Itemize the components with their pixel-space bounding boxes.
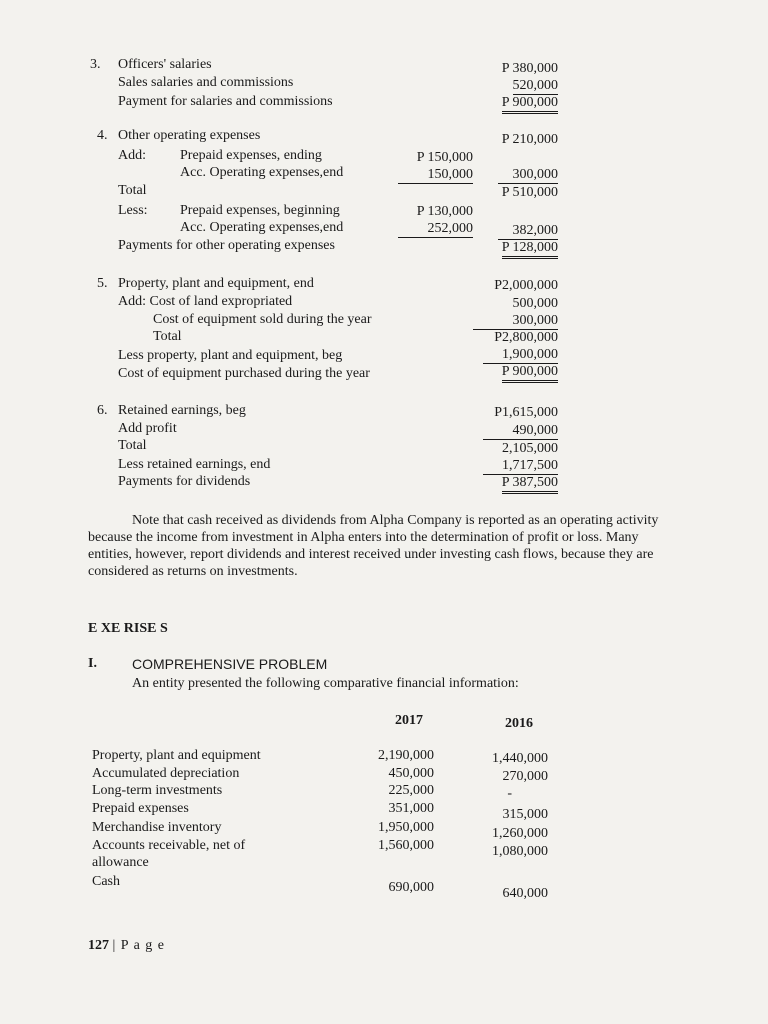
amount: P 150,000 (416, 150, 473, 165)
line-label: Total (118, 183, 147, 198)
amount: 150,000 (398, 167, 473, 184)
line-label: Add: Cost of land expropriated (118, 294, 293, 309)
column-header-2017: 2017 (395, 713, 423, 728)
table-cell-2017: 225,000 (388, 783, 434, 798)
line-label: Officers' salaries (118, 57, 212, 72)
table-cell-2016: - (507, 786, 512, 801)
page-number: 127 (88, 938, 109, 953)
table-row-label: Property, plant and equipment (92, 748, 261, 763)
column-header-2016: 2016 (505, 716, 533, 731)
line-label: Add profit (118, 421, 177, 436)
table-row-label: Accounts receivable, net of (92, 838, 246, 853)
line-label: Acc. Operating expenses,end (180, 165, 344, 180)
amount: P 128,000 (502, 240, 558, 259)
line-label: Prepaid expenses, ending (180, 148, 322, 163)
line-label: Payments for dividends (118, 474, 251, 489)
table-row-label: Long-term investments (92, 783, 223, 798)
table-cell-2017: 450,000 (388, 766, 434, 781)
line-label: Less: (118, 203, 148, 218)
amount: P2,800,000 (494, 330, 558, 345)
amount: 2,105,000 (502, 441, 558, 456)
amount: P 900,000 (502, 95, 558, 114)
table-cell-2017: 2,190,000 (378, 748, 434, 763)
amount: P 210,000 (501, 132, 558, 147)
amount: 500,000 (512, 296, 558, 311)
table-cell-2017: 351,000 (388, 801, 434, 816)
amount: P 900,000 (502, 364, 558, 383)
note-paragraph: Note that cash received as dividends from Alpha Company is reported as an operating activity because the income from investment in Alpha enters into the determination of profit or loss. Many entities, however, report dividends and interest received under investing cash flows, because they are considered as returns on investments. (88, 513, 659, 579)
table-row-label: Accumulated depreciation (92, 766, 240, 781)
roman-numeral: I. (88, 656, 97, 671)
item-number: 3. (90, 57, 101, 72)
table-cell-2016: 1,080,000 (492, 844, 548, 859)
line-label: Total (153, 329, 182, 344)
amount: 382,000 (498, 223, 558, 240)
table-row-label: allowance (92, 855, 149, 870)
amount: P 380,000 (501, 61, 558, 76)
section-heading: E XE RISE S (88, 621, 168, 636)
item-number: 5. (97, 276, 108, 291)
table-cell-2016: 1,440,000 (492, 751, 548, 766)
amount: 252,000 (398, 221, 473, 238)
table-row-label: Prepaid expenses (92, 801, 189, 816)
amount: 300,000 (498, 167, 558, 184)
table-cell-2017: 690,000 (388, 880, 434, 895)
problem-title: COMPREHENSIVE PROBLEM (132, 656, 328, 672)
page-word: | P a g e (112, 938, 165, 953)
line-label: Cost of equipment purchased during the year (118, 366, 370, 381)
line-label: Other operating expenses (118, 128, 261, 143)
line-label: Less retained earnings, end (118, 457, 271, 472)
amount: P2,000,000 (494, 278, 558, 293)
line-label: Total (118, 438, 147, 453)
table-cell-2017: 1,560,000 (378, 838, 434, 853)
amount: P1,615,000 (494, 405, 558, 420)
line-label: Less property, plant and equipment, beg (118, 348, 343, 363)
amount: 1,900,000 (483, 347, 558, 364)
page-footer (88, 938, 165, 954)
amount: 300,000 (473, 313, 558, 330)
table-cell-2017: 1,950,000 (378, 820, 434, 835)
line-label: Retained earnings, beg (118, 403, 246, 418)
amount: P 387,500 (502, 475, 558, 494)
line-label: Prepaid expenses, beginning (180, 203, 340, 218)
table-cell-2016: 315,000 (502, 807, 548, 822)
line-label: Sales salaries and commissions (118, 75, 294, 90)
amount: 520,000 (512, 78, 558, 93)
table-cell-2016: 640,000 (502, 886, 548, 901)
line-label: Payment for salaries and commissions (118, 94, 333, 109)
line-label: Payments for other operating expenses (118, 238, 335, 253)
line-label: Cost of equipment sold during the year (153, 312, 372, 327)
amount: P 130,000 (416, 204, 473, 219)
item-number: 6. (97, 403, 108, 418)
item-number: 4. (97, 128, 108, 143)
line-label: Add: (118, 148, 146, 163)
amount: 1,717,500 (483, 458, 558, 475)
amount: 490,000 (483, 423, 558, 440)
table-row-label: Merchandise inventory (92, 820, 222, 835)
table-row-label: Cash (92, 874, 120, 889)
amount: P 510,000 (501, 185, 558, 200)
line-label: Acc. Operating expenses,end (180, 220, 344, 235)
table-cell-2016: 1,260,000 (492, 826, 548, 841)
line-label: Property, plant and equipment, end (118, 276, 314, 291)
table-cell-2016: 270,000 (502, 769, 548, 784)
problem-intro: An entity presented the following comparative financial information: (132, 676, 519, 691)
